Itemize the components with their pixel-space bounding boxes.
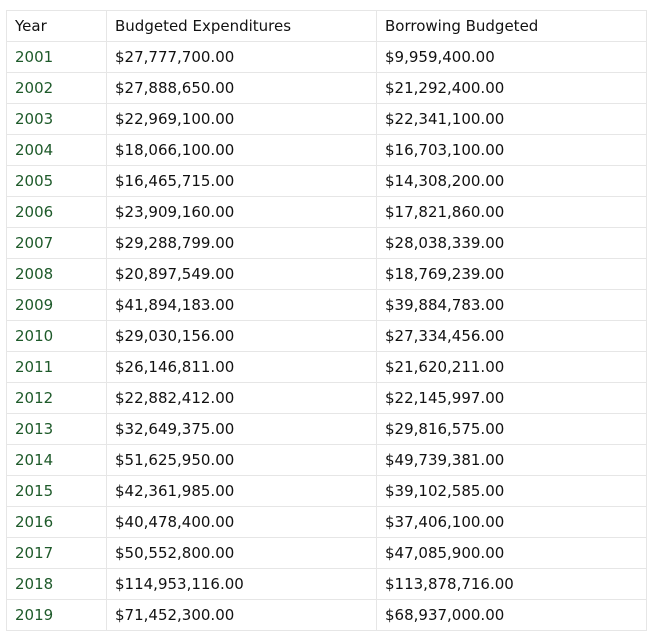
table-row: [7, 228, 647, 259]
header-borrowing-budgeted: Borrowing Budgeted: [377, 11, 647, 42]
borrowing-budgeted-cell: $22,341,100.00: [377, 104, 647, 135]
borrowing-budgeted-cell: $22,145,997.00: [377, 383, 647, 414]
year-cell: 2008: [7, 259, 107, 290]
table-row: [7, 538, 647, 569]
year-cell: 2018: [7, 569, 107, 600]
table-row: [7, 507, 647, 538]
year-cell: 2019: [7, 600, 107, 631]
table-header: [7, 11, 647, 42]
borrowing-budgeted-cell: $16,703,100.00: [377, 135, 647, 166]
table-body: [7, 42, 647, 631]
year-cell: 2016: [7, 507, 107, 538]
year-cell: 2010: [7, 321, 107, 352]
budgeted-expenditures-cell: $23,909,160.00: [107, 197, 377, 228]
table-row: [7, 321, 647, 352]
budgeted-expenditures-cell: $71,452,300.00: [107, 600, 377, 631]
borrowing-budgeted-cell: $39,884,783.00: [377, 290, 647, 321]
budgeted-expenditures-cell: $51,625,950.00: [107, 445, 377, 476]
table-row: [7, 104, 647, 135]
borrowing-budgeted-cell: $37,406,100.00: [377, 507, 647, 538]
budget-table: [6, 10, 647, 631]
table-row: [7, 135, 647, 166]
year-cell: 2004: [7, 135, 107, 166]
borrowing-budgeted-cell: $21,292,400.00: [377, 73, 647, 104]
borrowing-budgeted-cell: $113,878,716.00: [377, 569, 647, 600]
table-row: [7, 290, 647, 321]
borrowing-budgeted-cell: $68,937,000.00: [377, 600, 647, 631]
table-row: [7, 569, 647, 600]
borrowing-budgeted-cell: $29,816,575.00: [377, 414, 647, 445]
budgeted-expenditures-cell: $41,894,183.00: [107, 290, 377, 321]
year-cell: 2015: [7, 476, 107, 507]
budgeted-expenditures-cell: $26,146,811.00: [107, 352, 377, 383]
borrowing-budgeted-cell: $47,085,900.00: [377, 538, 647, 569]
table-row: [7, 42, 647, 73]
budgeted-expenditures-cell: $50,552,800.00: [107, 538, 377, 569]
table-row: [7, 383, 647, 414]
borrowing-budgeted-cell: $17,821,860.00: [377, 197, 647, 228]
table-row: [7, 166, 647, 197]
table-row: [7, 259, 647, 290]
borrowing-budgeted-cell: $39,102,585.00: [377, 476, 647, 507]
borrowing-budgeted-cell: $21,620,211.00: [377, 352, 647, 383]
year-cell: 2006: [7, 197, 107, 228]
year-cell: 2009: [7, 290, 107, 321]
budgeted-expenditures-cell: $29,288,799.00: [107, 228, 377, 259]
header-budgeted-expenditures: Budgeted Expenditures: [107, 11, 377, 42]
budgeted-expenditures-cell: $18,066,100.00: [107, 135, 377, 166]
borrowing-budgeted-cell: $28,038,339.00: [377, 228, 647, 259]
budgeted-expenditures-cell: $22,882,412.00: [107, 383, 377, 414]
year-cell: 2011: [7, 352, 107, 383]
borrowing-budgeted-cell: $14,308,200.00: [377, 166, 647, 197]
year-cell: 2002: [7, 73, 107, 104]
budgeted-expenditures-cell: $27,888,650.00: [107, 73, 377, 104]
year-cell: 2003: [7, 104, 107, 135]
table-row: [7, 476, 647, 507]
budgeted-expenditures-cell: $114,953,116.00: [107, 569, 377, 600]
table-row: [7, 445, 647, 476]
budgeted-expenditures-cell: $20,897,549.00: [107, 259, 377, 290]
header-year: Year: [7, 11, 107, 42]
budget-table-container: [6, 10, 647, 631]
year-cell: 2005: [7, 166, 107, 197]
year-cell: 2001: [7, 42, 107, 73]
table-row: [7, 352, 647, 383]
header-row: [7, 11, 647, 42]
budgeted-expenditures-cell: $29,030,156.00: [107, 321, 377, 352]
budgeted-expenditures-cell: $32,649,375.00: [107, 414, 377, 445]
budgeted-expenditures-cell: $40,478,400.00: [107, 507, 377, 538]
year-cell: 2012: [7, 383, 107, 414]
budgeted-expenditures-cell: $27,777,700.00: [107, 42, 377, 73]
year-cell: 2014: [7, 445, 107, 476]
borrowing-budgeted-cell: $49,739,381.00: [377, 445, 647, 476]
table-row: [7, 600, 647, 631]
borrowing-budgeted-cell: $18,769,239.00: [377, 259, 647, 290]
table-row: [7, 197, 647, 228]
borrowing-budgeted-cell: $27,334,456.00: [377, 321, 647, 352]
budgeted-expenditures-cell: $22,969,100.00: [107, 104, 377, 135]
year-cell: 2017: [7, 538, 107, 569]
borrowing-budgeted-cell: $9,959,400.00: [377, 42, 647, 73]
year-cell: 2007: [7, 228, 107, 259]
year-cell: 2013: [7, 414, 107, 445]
budgeted-expenditures-cell: $42,361,985.00: [107, 476, 377, 507]
budgeted-expenditures-cell: $16,465,715.00: [107, 166, 377, 197]
table-row: [7, 73, 647, 104]
table-row: [7, 414, 647, 445]
